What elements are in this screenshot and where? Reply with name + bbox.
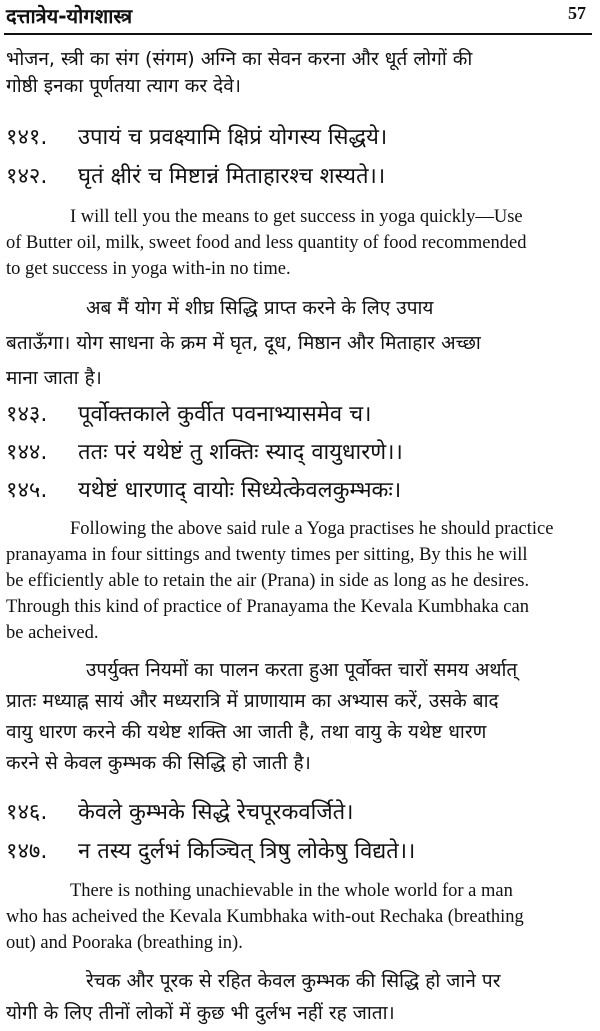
- verse-text: ततः परं यथेष्टं तु शक्तिः स्याद् वायुधारणे।।: [78, 440, 403, 465]
- hindi-line: रेचक और पूरक से रहित केवल कुम्भक की सिद्धि हो जाने पर: [86, 970, 501, 992]
- hindi-line: अब मैं योग में शीघ्र सिद्धि प्राप्त करने के लिए उपाय: [86, 297, 434, 319]
- english-line: of Butter oil, milk, sweet food and less quantity of food recommended: [6, 233, 527, 253]
- english-translation-3: [6, 878, 592, 956]
- hindi-line: योगी के लिए तीनों लोकों में कुछ भी दुर्लभ नहीं रह जाता।: [6, 1002, 395, 1024]
- verse-text: घृतं क्षीरं च मिष्टान्नं मिताहारश्च शस्यते।।: [78, 164, 386, 189]
- english-line: out) and Pooraka (breathing in).: [6, 933, 243, 953]
- english-line: There is nothing unachievable in the whole world for a man: [70, 881, 513, 901]
- verse-number: १४१.: [6, 125, 48, 150]
- verse-number: १४३.: [6, 402, 48, 427]
- hindi-line: भोजन, स्त्री का संग (संगम) अग्नि का सेवन करना और धूर्त लोगों की: [6, 48, 473, 70]
- hindi-paragraph-1: [6, 291, 592, 396]
- verse-number: १४२.: [6, 164, 48, 189]
- verse-144: [6, 436, 594, 466]
- page-header: [0, 0, 600, 30]
- english-line: be efficiently able to retain the air (Prana) in side as long as he desires.: [6, 571, 530, 591]
- intro-hindi-paragraph: [6, 46, 592, 100]
- english-line: I will tell you the means to get success in yoga quickly—Use: [70, 207, 523, 227]
- hindi-line: करने से केवल कुम्भक की सिद्धि हो जाती है।: [6, 752, 311, 774]
- verse-142: [6, 160, 594, 190]
- hindi-paragraph-2: [6, 655, 592, 779]
- hindi-line: प्रातः मध्याह्न सायं और मध्यरात्रि में प्राणायाम का अभ्यास करें, उसके बाद: [6, 690, 499, 712]
- header-rule: [4, 33, 592, 35]
- hindi-line: बताऊँगा। योग साधना के क्रम में घृत, दूध, मिष्ठान और मिताहार अच्छा: [6, 332, 481, 354]
- english-translation-1: [6, 204, 592, 282]
- verse-141: [6, 121, 594, 151]
- english-line: Through this kind of practice of Pranayama the Kevala Kumbhaka can: [6, 597, 529, 617]
- verse-146: [6, 796, 594, 826]
- english-line: be acheived.: [6, 623, 99, 643]
- hindi-line: गोष्ठी इनका पूर्णतया त्याग कर देवे।: [6, 75, 241, 97]
- verse-number: १४५.: [6, 478, 48, 503]
- english-translation-2: [6, 516, 592, 646]
- verse-number: १४४.: [6, 440, 48, 465]
- page-number: 57: [568, 3, 586, 23]
- verse-text: पूर्वोक्तकाले कुर्वीत पवनाभ्यासमेव च।: [78, 402, 372, 427]
- verse-number: १४६.: [6, 800, 48, 825]
- verse-text: उपायं च प्रवक्ष्यामि क्षिप्रं योगस्य सिद्धये।: [78, 125, 388, 150]
- verse-145: [6, 474, 594, 504]
- verse-text: न तस्य दुर्लभं किञ्चित् त्रिषु लोकेषु विद्यते।।: [78, 839, 416, 864]
- verse-number: १४७.: [6, 839, 48, 864]
- hindi-paragraph-3: [6, 965, 592, 1029]
- verse-147: [6, 835, 594, 865]
- english-line: to get success in yoga with-in no time.: [6, 259, 291, 279]
- verse-text: केवले कुम्भके सिद्धे रेचपूरकवर्जिते।: [78, 800, 354, 825]
- page-title: दत्तात्रेय-योगशास्त्र: [6, 4, 133, 28]
- english-line: Following the above said rule a Yoga practises he should practice: [70, 519, 554, 539]
- verse-143: [6, 398, 594, 428]
- hindi-line: वायु धारण करने की यथेष्ट शक्ति आ जाती है, तथा वायु के यथेष्ट धारण: [6, 721, 487, 743]
- english-line: who has acheived the Kevala Kumbhaka with-out Rechaka (breathing: [6, 907, 524, 927]
- hindi-line: माना जाता है।: [6, 367, 102, 389]
- english-line: pranayama in four sittings and twenty times per sitting, By this he will: [6, 545, 528, 565]
- verse-text: यथेष्टं धारणाद् वायोः सिध्येत्केवलकुम्भकः।: [78, 478, 402, 503]
- hindi-line: उपर्युक्त नियमों का पालन करता हुआ पूर्वोक्त चारों समय अर्थात्: [86, 659, 518, 681]
